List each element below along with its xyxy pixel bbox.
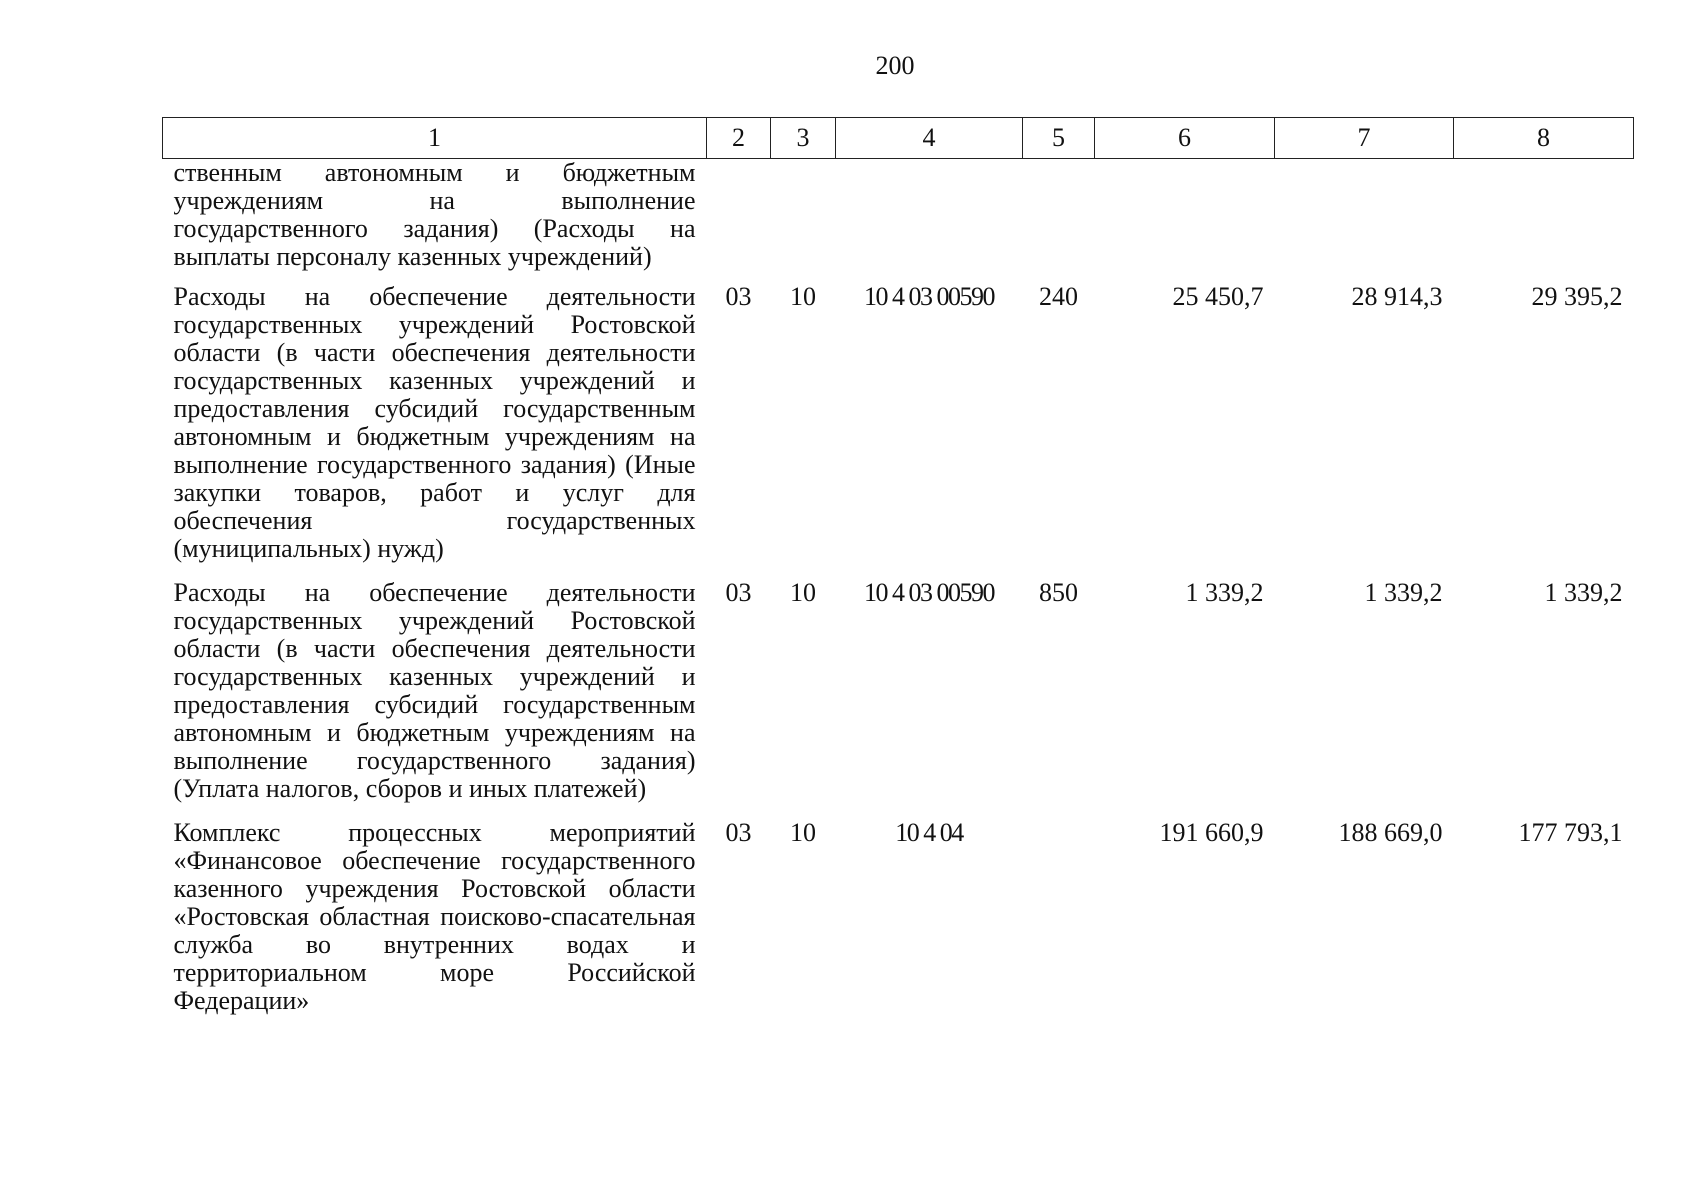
column-header-2: 2 bbox=[707, 118, 771, 159]
column-header-5: 5 bbox=[1023, 118, 1095, 159]
table-row bbox=[163, 817, 1634, 1029]
table-row bbox=[163, 577, 1634, 817]
column-header-7: 7 bbox=[1275, 118, 1454, 159]
expense-type-code: 850 bbox=[1039, 578, 1078, 607]
header-row bbox=[163, 118, 1634, 159]
column-header-3: 3 bbox=[771, 118, 836, 159]
subsection-code: 10 bbox=[790, 818, 816, 847]
target-article-code: 10 4 03 00590 bbox=[864, 578, 994, 607]
amount-year-3 bbox=[1454, 159, 1634, 282]
amount-year-3: 29 395,2 bbox=[1531, 282, 1623, 311]
column-header-1: 1 bbox=[163, 118, 707, 159]
section-code: 03 bbox=[725, 578, 752, 607]
amount-year-1: 25 450,7 bbox=[1172, 282, 1264, 311]
amount-year-2: 1 339,2 bbox=[1364, 578, 1443, 607]
column-header-6: 6 bbox=[1095, 118, 1275, 159]
target-article-code: 10 4 04 bbox=[895, 818, 963, 847]
amount-year-2: 188 669,0 bbox=[1338, 818, 1443, 847]
amount-year-2 bbox=[1275, 159, 1454, 282]
subsection-code: 10 bbox=[790, 578, 816, 607]
section-code bbox=[707, 159, 771, 282]
amount-year-3: 1 339,2 bbox=[1544, 578, 1623, 607]
amount-year-1: 191 660,9 bbox=[1159, 818, 1264, 847]
section-code: 03 bbox=[725, 282, 752, 311]
row-description: Расходы на обеспечение деятельности государственных учреждений Ростовской области (в части обеспечения деятельности государственных казенных учреждений и предоставления субсидий государственным автономным и бюджетным учреждениям на выполнение государственного задания) (Уплата налогов, сборов и иных платежей) bbox=[173, 578, 696, 803]
expense-type-code: 240 bbox=[1039, 282, 1078, 311]
row-description: Комплекс процессных мероприятий «Финансовое обеспечение государственного казенного учреждения Ростовской области «Ростовская областная поисково-спасательная служба во внутренних водах и территориальном море Российской Федерации» bbox=[173, 818, 696, 1015]
subsection-code: 10 bbox=[790, 282, 816, 311]
budget-table bbox=[162, 117, 1634, 1029]
amount-year-3: 177 793,1 bbox=[1518, 818, 1623, 847]
amount-year-1: 1 339,2 bbox=[1185, 578, 1264, 607]
expense-type-code bbox=[1023, 817, 1095, 1029]
page-number: 200 bbox=[875, 51, 915, 80]
table-row bbox=[163, 281, 1634, 577]
table-row bbox=[163, 159, 1634, 282]
column-header-8: 8 bbox=[1454, 118, 1634, 159]
amount-year-1 bbox=[1095, 159, 1275, 282]
amount-year-2: 28 914,3 bbox=[1351, 282, 1443, 311]
target-article-code bbox=[836, 159, 1023, 282]
target-article-code: 10 4 03 00590 bbox=[864, 282, 994, 311]
subsection-code bbox=[771, 159, 836, 282]
row-description: Расходы на обеспечение деятельности государственных учреждений Ростовской области (в части обеспечения деятельности государственных казенных учреждений и предоставления субсидий государственным автономным и бюджетным учреждениям на выполнение государственного задания) (Иные закупки товаров, работ и услуг для обеспечения государственных (муниципальных) нужд) bbox=[173, 282, 696, 563]
row-description: ственным автономным и бюджетным учреждениям на выполнение государственного задания) (Расходы на выплаты персоналу казенных учреждений) bbox=[173, 158, 696, 271]
section-code: 03 bbox=[725, 818, 752, 847]
expense-type-code bbox=[1023, 159, 1095, 282]
column-header-4: 4 bbox=[836, 118, 1023, 159]
